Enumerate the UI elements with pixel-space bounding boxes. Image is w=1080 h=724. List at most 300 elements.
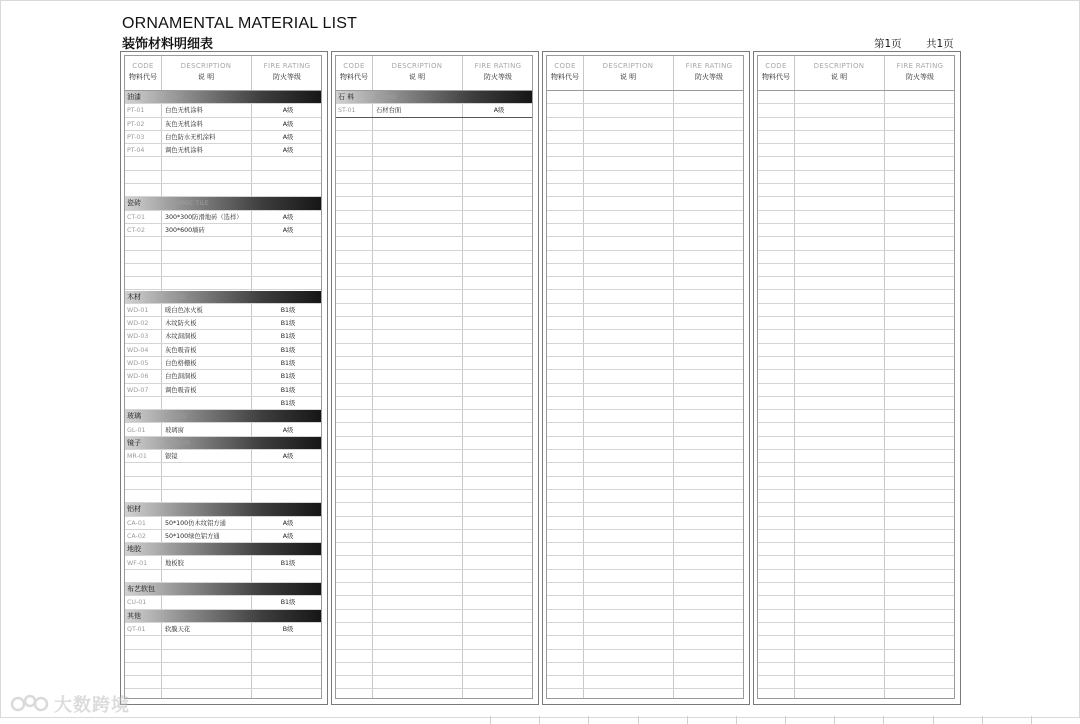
watermark-icon — [10, 693, 50, 715]
table-header — [758, 56, 954, 91]
watermark-logo — [10, 691, 130, 717]
table-row — [336, 197, 532, 210]
header-fire-en: FIRE RATING — [896, 62, 944, 70]
table-row — [336, 410, 532, 423]
table-row — [758, 477, 954, 490]
table-row — [125, 530, 321, 543]
table-row — [547, 357, 743, 370]
table-row — [336, 171, 532, 184]
cell-desc: 白色格栅板 — [165, 360, 197, 367]
header-desc — [794, 56, 884, 91]
table-row — [547, 264, 743, 277]
header-code-en: CODE — [132, 62, 154, 70]
table-header — [336, 56, 532, 91]
table-row — [547, 344, 743, 357]
category-code: 瓷砖 — [127, 199, 141, 208]
header-fire-cn: 防火等级 — [695, 73, 723, 81]
category-row — [125, 197, 321, 210]
category-desc — [165, 610, 251, 623]
table-row — [125, 118, 321, 131]
table-panel — [542, 51, 750, 705]
table-row — [125, 277, 321, 290]
header-desc-cn: 说 明 — [408, 73, 426, 81]
table-row — [125, 357, 321, 370]
table-row — [547, 237, 743, 250]
page-total: 共1页 — [926, 38, 954, 50]
table-row — [758, 437, 954, 450]
table-row — [758, 211, 954, 224]
table-row — [547, 330, 743, 343]
category-desc: CU — [165, 586, 175, 594]
table-row — [125, 237, 321, 250]
category-code: 地胶 — [127, 545, 141, 554]
cell-desc: 灰色无机涂料 — [165, 120, 203, 128]
cell-fire: A级 — [282, 213, 294, 221]
category-code: 铝材 — [127, 505, 141, 514]
header-desc-cn: 说 明 — [830, 73, 848, 81]
table-row — [758, 650, 954, 663]
header-code-cn: 物料代号 — [129, 73, 157, 81]
table-row — [336, 636, 532, 649]
table-row — [547, 277, 743, 290]
table-row — [758, 118, 954, 131]
table-row — [336, 184, 532, 197]
cell-fire: B1级 — [280, 559, 296, 567]
table-row — [125, 344, 321, 357]
table-row — [125, 463, 321, 476]
header-desc — [583, 56, 673, 91]
table-row — [336, 543, 532, 556]
table-row — [758, 490, 954, 503]
table-row — [125, 224, 321, 237]
table-row — [125, 264, 321, 277]
cell-desc: 玻璃窗 — [165, 426, 184, 434]
header-desc — [372, 56, 462, 91]
category-row — [125, 610, 321, 623]
table-row — [758, 184, 954, 197]
cell-code: WD-01 — [127, 306, 149, 314]
category-code: 其他 — [127, 611, 141, 620]
table-row — [336, 370, 532, 383]
table-frame — [335, 55, 533, 699]
category-code: 布艺软包 — [127, 585, 155, 594]
table-row — [758, 636, 954, 649]
table-row — [125, 570, 321, 583]
header-code-en: CODE — [765, 62, 787, 70]
table-row — [336, 663, 532, 676]
header-code — [336, 56, 372, 91]
cell-desc: 调色无机涂料 — [165, 147, 203, 155]
table-row — [125, 636, 321, 649]
table-row — [336, 104, 532, 117]
table-row — [125, 131, 321, 144]
table-row — [125, 477, 321, 490]
table-row — [758, 131, 954, 144]
table-row — [758, 623, 954, 636]
cell-fire: B1级 — [280, 399, 296, 407]
cell-code: MR-01 — [127, 453, 147, 461]
table-row — [547, 636, 743, 649]
category-row — [125, 583, 321, 596]
watermark-text: 大数跨境 — [54, 695, 130, 716]
cell-code: WD-02 — [127, 320, 149, 328]
table-row — [758, 424, 954, 437]
table-row — [547, 583, 743, 596]
table-row — [336, 503, 532, 516]
cell-fire: B1级 — [280, 360, 296, 367]
table-row — [125, 450, 321, 463]
header-fire-en: FIRE RATING — [263, 62, 311, 70]
table-row — [758, 237, 954, 250]
table-row — [336, 530, 532, 543]
table-row — [336, 490, 532, 503]
cell-fire: A级 — [282, 453, 294, 461]
table-row — [547, 530, 743, 543]
table-row — [336, 450, 532, 463]
table-row — [758, 317, 954, 330]
header-code-en: CODE — [554, 62, 576, 70]
table-row — [547, 610, 743, 623]
table-row — [758, 503, 954, 516]
table-row — [547, 104, 743, 117]
table-row — [758, 570, 954, 583]
table-row — [547, 291, 743, 304]
table-row — [758, 410, 954, 423]
table-row — [547, 171, 743, 184]
table-row — [547, 184, 743, 197]
table-row — [336, 158, 532, 171]
cell-fire: A级 — [282, 107, 294, 115]
cell-fire: B1级 — [280, 306, 296, 314]
table-row — [758, 397, 954, 410]
table-row — [336, 251, 532, 264]
cell-desc: 地板胶 — [165, 559, 184, 567]
table-row — [758, 264, 954, 277]
cell-fire: A级 — [282, 426, 294, 434]
table-row — [547, 450, 743, 463]
cell-code: PT-03 — [127, 133, 145, 141]
header-fire — [673, 56, 745, 91]
table-row — [336, 304, 532, 317]
cell-desc: 暖白色冰火板 — [165, 306, 203, 314]
cell-code: WD-05 — [127, 360, 149, 367]
table-row — [547, 158, 743, 171]
table-row — [758, 357, 954, 370]
table-row — [758, 344, 954, 357]
table-row — [336, 610, 532, 623]
table-frame — [546, 55, 744, 699]
category-desc: STONE — [376, 94, 398, 101]
cell-fire: A级 — [282, 147, 294, 155]
table-row — [547, 197, 743, 210]
table-row — [758, 610, 954, 623]
table-row — [125, 251, 321, 264]
table-row — [336, 291, 532, 304]
table-row — [125, 384, 321, 397]
cell-fire: B级 — [282, 626, 294, 633]
category-row — [125, 503, 321, 516]
table-row — [336, 277, 532, 290]
header-code-cn: 物料代号 — [762, 73, 790, 81]
table-row — [336, 131, 532, 144]
header-desc-en: DESCRIPTION — [813, 62, 865, 70]
table-row — [547, 410, 743, 423]
table-row — [547, 251, 743, 264]
table-row — [758, 171, 954, 184]
cell-desc: 白色洞洞板 — [165, 373, 197, 381]
table-row — [125, 171, 321, 184]
table-row — [547, 650, 743, 663]
table-row — [758, 104, 954, 117]
table-row — [125, 211, 321, 224]
table-row — [336, 224, 532, 237]
table-row — [547, 490, 743, 503]
category-row — [125, 543, 321, 556]
table-header — [125, 56, 321, 91]
page-number: 第1页 — [874, 38, 902, 50]
cell-code: ST-01 — [338, 107, 356, 115]
table-row — [758, 676, 954, 689]
header-desc-cn: 说 明 — [619, 73, 637, 81]
table-panel — [753, 51, 961, 705]
table-row — [758, 158, 954, 171]
table-row — [758, 557, 954, 570]
category-code: 镜子 — [127, 438, 141, 447]
header-fire-cn: 防火等级 — [906, 73, 934, 81]
table-row — [125, 424, 321, 437]
table-row — [336, 237, 532, 250]
cell-desc: 300*600墙砖 — [165, 227, 205, 234]
table-row — [547, 224, 743, 237]
table-row — [547, 91, 743, 104]
table-row — [758, 304, 954, 317]
cell-code: WD-04 — [127, 346, 149, 354]
table-header — [547, 56, 743, 91]
table-row — [125, 144, 321, 157]
category-code: 油漆 — [127, 93, 141, 101]
table-row — [547, 623, 743, 636]
table-row — [547, 596, 743, 609]
table-row — [336, 317, 532, 330]
table-row — [758, 224, 954, 237]
header-desc-cn: 说 明 — [197, 73, 215, 81]
category-row — [125, 437, 321, 450]
category-desc: WOOD — [165, 293, 186, 301]
category-desc: CERAMIC TILE — [165, 200, 209, 208]
table-row — [758, 517, 954, 530]
header-fire — [884, 56, 956, 91]
table-row — [547, 477, 743, 490]
table-panel — [120, 51, 328, 705]
table-row — [125, 370, 321, 383]
cell-desc: 300*300防滑地砖（选样） — [165, 213, 243, 221]
table-row — [547, 397, 743, 410]
header-desc — [161, 56, 251, 91]
table-row — [547, 144, 743, 157]
table-frame — [757, 55, 955, 699]
table-row — [336, 330, 532, 343]
category-desc: GLASS — [165, 413, 186, 421]
table-row — [758, 583, 954, 596]
table-row — [336, 384, 532, 397]
table-row — [547, 317, 743, 330]
cell-code: CU-01 — [127, 599, 147, 607]
cell-fire: A级 — [282, 532, 294, 540]
table-row — [336, 397, 532, 410]
table-row — [125, 490, 321, 503]
cell-code: PT-02 — [127, 120, 145, 128]
table-row — [125, 317, 321, 330]
table-row — [125, 650, 321, 663]
cell-code: QT-01 — [127, 626, 146, 633]
cell-fire: A级 — [282, 133, 294, 141]
cell-fire: A级 — [282, 227, 294, 234]
table-frame — [124, 55, 322, 699]
table-row — [336, 477, 532, 490]
table-row — [547, 131, 743, 144]
header-desc-en: DESCRIPTION — [602, 62, 654, 70]
category-desc: WF — [165, 546, 175, 554]
cell-desc: 木纹防火板 — [165, 320, 197, 328]
header-code-en: CODE — [343, 62, 365, 70]
cell-desc: 石材台面 — [376, 107, 402, 115]
table-row — [125, 663, 321, 676]
table-row — [125, 676, 321, 689]
table-row — [125, 104, 321, 117]
cell-desc: 软膜天花 — [165, 626, 191, 633]
table-row — [547, 517, 743, 530]
table-row — [125, 184, 321, 197]
table-row — [758, 596, 954, 609]
table-row — [336, 463, 532, 476]
cell-desc: 50*100仿木纹铝方通 — [165, 519, 226, 527]
table-row — [336, 623, 532, 636]
cell-fire: B1级 — [280, 373, 296, 381]
cell-desc: 调色吸音板 — [165, 386, 197, 394]
table-row — [547, 543, 743, 556]
header-fire-en: FIRE RATING — [685, 62, 733, 70]
cell-desc: 银镜 — [165, 453, 178, 461]
cell-code: GL-01 — [127, 426, 146, 434]
category-row — [125, 410, 321, 423]
category-code: 玻璃 — [127, 412, 141, 421]
header-fire — [462, 56, 534, 91]
table-row — [336, 344, 532, 357]
cell-code: CT-01 — [127, 213, 145, 221]
table-row — [125, 517, 321, 530]
table-row — [336, 357, 532, 370]
table-row — [758, 277, 954, 290]
table-row — [758, 384, 954, 397]
cell-code: PT-04 — [127, 147, 145, 155]
table-row — [336, 517, 532, 530]
table-row — [547, 463, 743, 476]
header-code — [758, 56, 794, 91]
table-row — [758, 197, 954, 210]
title-block-strip — [490, 716, 1080, 724]
header-fire-cn: 防火等级 — [273, 73, 301, 81]
table-row — [336, 264, 532, 277]
table-row — [336, 596, 532, 609]
category-desc: PAINT — [165, 94, 184, 101]
table-row — [336, 437, 532, 450]
header-fire — [251, 56, 323, 91]
table-row — [758, 370, 954, 383]
cell-fire: B1级 — [280, 599, 296, 607]
table-row — [758, 463, 954, 476]
cell-code: CT-02 — [127, 227, 145, 234]
header-code-cn: 物料代号 — [551, 73, 579, 81]
table-row — [336, 557, 532, 570]
header-code-cn: 物料代号 — [340, 73, 368, 81]
cell-code: PT-01 — [127, 107, 145, 115]
table-row — [547, 503, 743, 516]
table-row — [125, 557, 321, 570]
table-row — [547, 304, 743, 317]
table-row — [758, 530, 954, 543]
header-fire-en: FIRE RATING — [474, 62, 522, 70]
category-row — [125, 91, 321, 104]
category-row — [125, 291, 321, 304]
table-row — [336, 650, 532, 663]
table-row — [125, 158, 321, 171]
header-fire-cn: 防火等级 — [484, 73, 512, 81]
table-row — [125, 304, 321, 317]
category-row — [336, 91, 532, 104]
cell-fire: B1级 — [280, 386, 296, 394]
table-panel — [331, 51, 539, 705]
table-row — [758, 91, 954, 104]
table-row — [547, 118, 743, 131]
table-row — [336, 570, 532, 583]
header-desc-en: DESCRIPTION — [180, 62, 232, 70]
cell-fire: B1级 — [280, 320, 296, 328]
title-english: ORNAMENTAL MATERIAL LIST — [122, 15, 358, 32]
header-code — [125, 56, 161, 91]
table-row — [336, 424, 532, 437]
cell-code: WD-06 — [127, 373, 149, 381]
cell-desc: 木纹洞洞板 — [165, 333, 197, 341]
table-row — [125, 623, 321, 636]
table-row — [547, 211, 743, 224]
table-row — [125, 330, 321, 343]
cell-code: CA-02 — [127, 532, 146, 540]
table-row — [547, 557, 743, 570]
header-desc-en: DESCRIPTION — [391, 62, 443, 70]
table-row — [336, 118, 532, 131]
title-chinese: 装饰材料明细表 — [122, 37, 214, 52]
cell-fire: B1级 — [280, 346, 296, 354]
cell-fire: A级 — [282, 120, 294, 128]
table-row — [547, 437, 743, 450]
table-row — [758, 251, 954, 264]
table-row — [547, 384, 743, 397]
header-code — [547, 56, 583, 91]
table-row — [125, 596, 321, 609]
cell-code: WD-03 — [127, 333, 149, 341]
table-row — [547, 370, 743, 383]
table-row — [547, 424, 743, 437]
table-row — [547, 663, 743, 676]
table-row — [758, 330, 954, 343]
table-row — [758, 543, 954, 556]
cell-fire: A级 — [493, 107, 505, 115]
cell-fire: A级 — [282, 519, 294, 527]
category-desc: CA — [165, 506, 174, 514]
table-row — [336, 583, 532, 596]
cell-desc: 灰色吸音板 — [165, 346, 197, 354]
cell-code: CA-01 — [127, 519, 146, 527]
